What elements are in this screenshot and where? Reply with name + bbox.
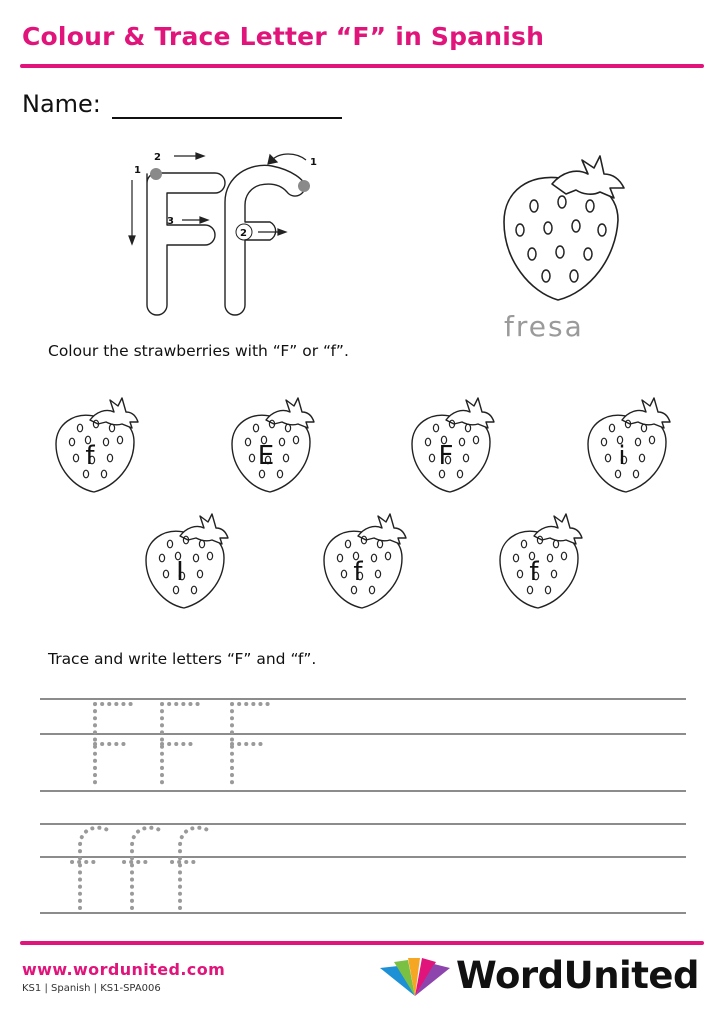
book-fan-logo-icon <box>378 958 452 998</box>
dotted-lowercase-f <box>172 828 208 908</box>
start-dot-icon <box>298 180 310 192</box>
strawberry-colour-item[interactable] <box>318 512 410 612</box>
strawberry-colour-item[interactable] <box>582 396 674 496</box>
dotted-uppercase-f <box>162 704 198 786</box>
tracing-area[interactable] <box>0 680 724 920</box>
footer-meta: KS1 | Spanish | KS1-SPA006 <box>22 983 161 994</box>
dotted-uppercase-f <box>95 704 131 786</box>
header-divider <box>20 64 704 68</box>
letter-stroke-guide <box>110 140 330 320</box>
strawberry-colour-item[interactable] <box>494 512 586 612</box>
page-title: Colour & Trace Letter “F” in Spanish <box>22 22 545 51</box>
start-dot-icon <box>150 168 162 180</box>
strawberry-icon <box>490 150 630 310</box>
strawberry-colour-item[interactable] <box>406 396 498 496</box>
strawberry-letter: E <box>257 441 275 471</box>
strawberry-colour-item[interactable] <box>50 396 142 496</box>
lowercase-f-outline <box>225 165 305 315</box>
strawberry-colour-item[interactable] <box>140 512 232 612</box>
strawberry-letter: I <box>176 557 184 587</box>
name-label: Name: <box>22 90 101 118</box>
example-word: fresa <box>504 310 584 343</box>
strawberry-letter: f <box>353 557 363 587</box>
colour-instruction: Colour the strawberries with “F” or “f”. <box>48 342 349 360</box>
arrow-curve-icon <box>272 154 306 160</box>
trace-instruction: Trace and write letters “F” and “f”. <box>48 650 317 668</box>
strawberry-letter: f <box>85 441 95 471</box>
dotted-lowercase-f <box>72 828 108 908</box>
name-write-line[interactable] <box>112 117 342 119</box>
stroke-number: 3 <box>167 216 174 227</box>
brand-wordmark: WordUnited <box>456 954 699 997</box>
stroke-number: 2 <box>154 152 161 163</box>
footer-url-link[interactable]: www.wordunited.com <box>22 960 226 979</box>
uppercase-f-outline <box>147 173 225 315</box>
strawberry-letter: F <box>438 441 454 471</box>
stroke-number: 1 <box>134 165 141 176</box>
footer-divider <box>20 941 704 945</box>
strawberry-colour-item[interactable] <box>226 396 318 496</box>
stroke-number: 2 <box>240 228 247 239</box>
dotted-uppercase-f <box>232 704 268 786</box>
stroke-number: 1 <box>310 157 317 168</box>
strawberry-letter: i <box>618 441 626 471</box>
strawberry-letter: f <box>529 557 539 587</box>
dotted-lowercase-f <box>124 828 160 908</box>
